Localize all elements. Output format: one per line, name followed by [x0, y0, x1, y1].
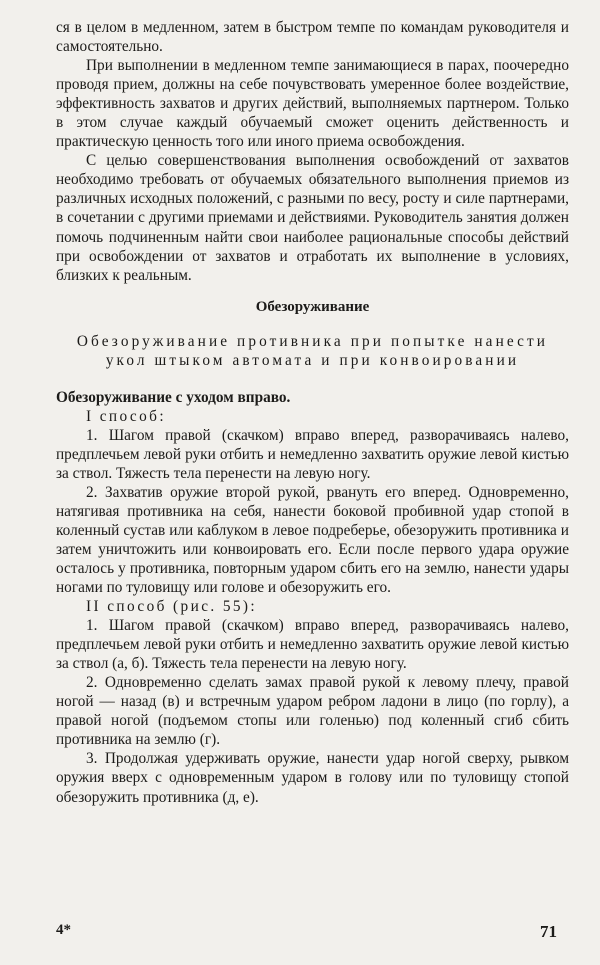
paragraph-slow-tempo: При выполнении в медленном темпе занимающиеся в парах, поочередно проводя прием, должны на себе почувствовать умеренное более воздействие, эффективность захватов и других действий, выполняемых партнером. Только в этом случае каждый обучаемый сможет оценить действенность и практическую ценность того или иного приема освобождения. [56, 57, 569, 151]
method-heading: Обезоруживание с уходом вправо. [56, 388, 291, 406]
subsection-title: Обезоруживание противника при попытке нанести укол штыком автомата и при конвоировании [76, 332, 549, 369]
way2-step-3: 3. Продолжая удерживать оружие, нанести удар ногой сверху, рывком оружия вверх с одновременным ударом в голову или по туловищу стопой обезоружить противника (д, е). [56, 750, 569, 806]
signature-mark: 4* [56, 922, 71, 938]
way2-label: II способ (рис. 55): [86, 598, 258, 616]
page-body [56, 18, 569, 807]
section-title: Обезоруживание [255, 298, 370, 315]
way1-step-2: 2. Захватив оружие второй рукой, рвануть его вперед. Одновременно, натягивая противника на себя, нанести боковой пробивной удар стопой в коленный сустав или каблуком в левое подреберье, обезоружить противника и затем уничтожить или конвоировать его. Если после первого удара оружие осталось у противника, повторным ударом сбить его на землю, нанести удары ногами по туловищу или голове и обезоружить его. [56, 483, 569, 597]
way1-label: I способ: [86, 407, 166, 425]
way2-step-1: 1. Шагом правой (скачком) вправо вперед, разворачиваясь налево, предплечьем левой руки отбить и немедленно захватить оружие левой кистью за ствол (а, б). Тяжесть тела перенести на левую ногу. [56, 617, 569, 673]
page-footer [0, 922, 600, 946]
way2-step-2: 2. Одновременно сделать замах правой рукой к левому плечу, правой ногой — назад (в) и встречным ударом ребром ладони в лицо (по горлу), а правой ногой (подъемом стопы или голенью) под коленный сгиб сбить противника на землю (г). [56, 674, 569, 749]
way1-step-1: 1. Шагом правой (скачком) вправо вперед, разворачиваясь налево, предплечьем левой руки отбить и немедленно захватить оружие левой кистью за ствол. Тяжесть тела перенести на левую ногу. [56, 426, 569, 482]
page-number: 71 [540, 922, 557, 941]
paragraph-improvement: С целью совершенствования выполнения освобождений от захватов необходимо требовать от обучаемых обязательного выполнения приемов из различных исходных положений, с разными по весу, росту и силе партнерами, в сочетании с другими приемами и действиями. Руководитель занятия должен помочь подчиненным найти свои наиболее рациональные способы действий при освобождении от захватов и отработать их выполнение в условиях, близких к реальным. [56, 152, 569, 284]
paragraph-continuation: ся в целом в медленном, затем в быстром темпе по командам руководителя и самостоятельно. [56, 19, 569, 56]
